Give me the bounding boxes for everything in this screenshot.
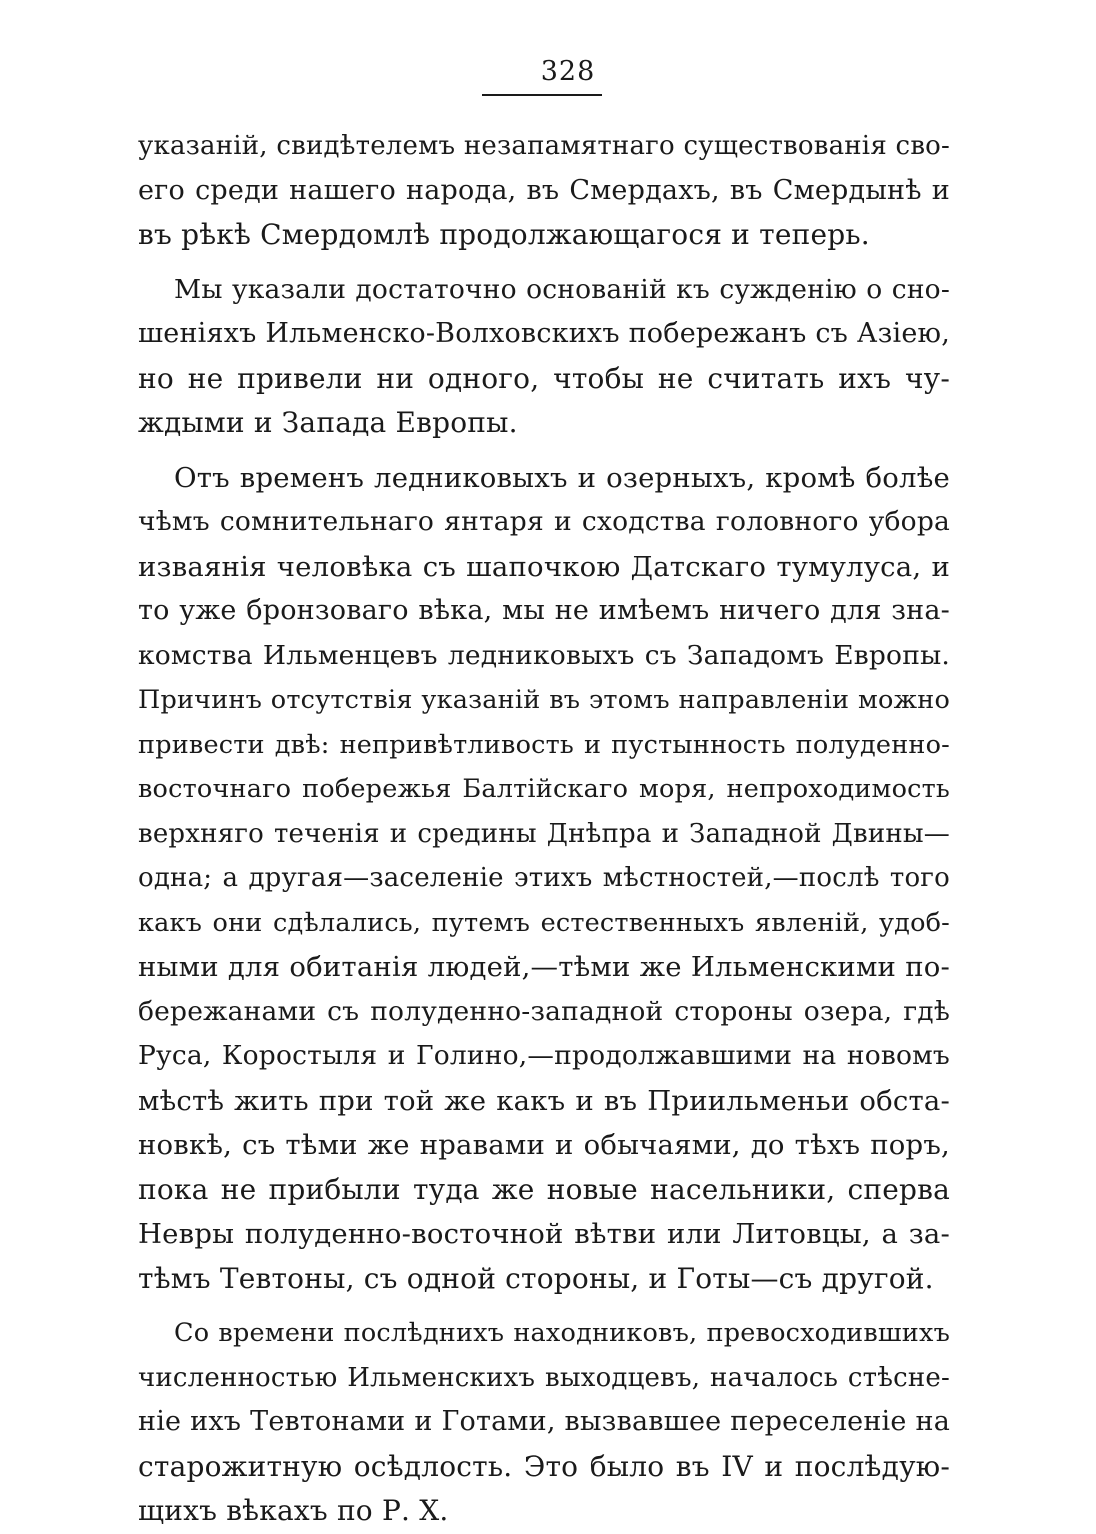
text-line: въ рѣкѣ Смердомлѣ продолжающагося и теперь. <box>138 218 870 251</box>
text-line: одна; а другая—заселеніе этихъ мѣстностей,—послѣ того <box>138 863 950 893</box>
text-line: старожитную осѣдлость. Это было въ IV и послѣдую- <box>138 1449 950 1483</box>
text-line: Руса, Коростыля и Голино,—продолжавшими на новомъ <box>138 1040 950 1071</box>
text-line: щихъ вѣкахъ по Р. Х. <box>138 1494 449 1527</box>
text-line: Мы указали достаточно основаній къ сужденію о сно- <box>174 273 950 305</box>
text-line: комства Ильменцевъ ледниковыхъ съ Западомъ Европы. <box>138 639 950 671</box>
text-line: мѣстѣ жить при той же какъ и въ Приильменьи обста- <box>138 1084 950 1117</box>
text-line: Невры полуденно-восточной вѣтви или Литовцы, а за- <box>138 1218 950 1250</box>
text-line: Со времени послѣднихъ находниковъ, превосходившихъ <box>174 1318 950 1348</box>
header-rule <box>482 94 602 96</box>
text-line: Отъ временъ ледниковыхъ и озерныхъ, кромѣ болѣе <box>174 461 950 494</box>
text-line: пока не прибыли туда же новые насельники, сперва <box>138 1172 950 1206</box>
text-line: но не привели ни одного, чтобы не считать ихъ чу- <box>138 361 950 395</box>
text-line: его среди нашего народа, въ Смердахъ, въ Смердынѣ и <box>138 174 950 206</box>
body-text <box>138 124 950 1534</box>
text-line: численностью Ильменскихъ выходцевъ, началось стѣсне- <box>138 1362 950 1393</box>
paragraph-1 <box>138 124 950 258</box>
paragraph-4 <box>138 1311 950 1534</box>
text-line: ждыми и Запада Европы. <box>138 406 518 439</box>
paragraph-3 <box>138 456 950 1302</box>
page-number: 328 <box>540 56 596 87</box>
text-line: бережанами съ полуденно-западной стороны озера, гдѣ <box>138 995 950 1027</box>
text-line: чѣмъ сомнительнаго янтаря и сходства головного убора <box>138 506 950 537</box>
text-line: какъ они сдѣлались, путемъ естественныхъ явленій, удоб- <box>138 907 950 938</box>
text-line: привести двѣ: непривѣтливость и пустынность полуденно- <box>138 729 950 760</box>
text-line: новкѣ, съ тѣми же нравами и обычаями, до тѣхъ поръ, <box>138 1129 950 1161</box>
paragraph-2 <box>138 268 950 446</box>
text-line: тѣмъ Тевтоны, съ одной стороны, и Готы—съ другой. <box>138 1261 934 1295</box>
text-line: изваянія человѣка съ шапочкою Датскаго тумулуса, и <box>138 550 950 583</box>
text-line: верхняго теченія и средины Днѣпра и Западной Двины— <box>138 818 950 849</box>
text-line: ными для обитанія людей,—тѣми же Ильменскими по- <box>138 951 950 983</box>
text-line: восточнаго побережья Балтійскаго моря, непроходимость <box>138 774 950 804</box>
text-line: указаній, свидѣтелемъ незапамятнаго существованія сво- <box>138 131 950 161</box>
text-line: то уже бронзоваго вѣка, мы не имѣемъ ничего для зна- <box>138 595 950 626</box>
text-line: Причинъ отсутствія указаній въ этомъ направленіи можно <box>138 685 950 715</box>
text-line: шеніяхъ Ильменско-Волховскихъ побережанъ съ Азіею, <box>138 318 950 349</box>
text-line: ніе ихъ Тевтонами и Готами, вызвавшее переселеніе на <box>138 1406 950 1437</box>
